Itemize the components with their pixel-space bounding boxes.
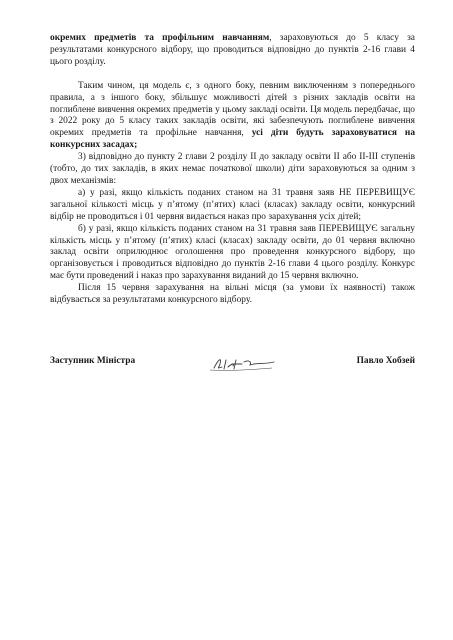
- paragraph-5: б) у разі, якщо кількість поданих станом на 31 травня заяв ПЕРЕВИЩУЄ загальну кількість місць у п’ятому (п’ятих) класі (класах) закладу освіти, до 01 червня включно заклад освіти оприлюднює оголошення про проведення конкурсного відбору, що організовується і проводиться відповідно до пунктів 2-16 глави 4 цього розділу. Конкурс має бути проведений і наказ про зарахування виданий до 15 червня включно.: [50, 223, 415, 282]
- paragraph-2-text: Таким чином, ця модель є, з одного боку, певним виключенням з попереднього правила, а з іншого боку, збільшує можливості дітей з різних закладів освіти на поглиблене вивчення окремих предметів у цьому закладі освіти. Ця модель передбачає, що з 2022 року до 5 класу таких закладів освіти, які забезпечують поглиблене вивчення окремих предметів та профільне навчання,: [50, 80, 415, 139]
- paragraph-4: а) у разі, якщо кількість поданих станом на 31 травня заяв НЕ ПЕРЕВИЩУЄ загальної кількості місць у п’ятому (п’ятих) класі (класах) закладу освіти, конкурсний відбір не проводиться і 01 червня видається наказ про зарахування усіх дітей;: [50, 187, 415, 222]
- paragraph-6: Після 15 червня зарахування на вільні місця (за умови їх наявності) також відбувається за результатами конкурсного відбору.: [50, 283, 415, 306]
- paragraph-2: [50, 81, 415, 152]
- document-body: [50, 33, 415, 307]
- bold-phrase-profile: окремих предметів та профільним навчанням: [50, 33, 270, 43]
- signatory-name: Павло Хобзей: [356, 356, 415, 366]
- paragraph-3: 3) відповідно до пункту 2 глави 2 розділу II до закладу освіти II або II-III ступенів (тобто, до тих закладів, в яких немає початкової школи) діти зараховуються за одним з двох механізмів:: [50, 152, 415, 186]
- paragraph-1: [50, 33, 415, 69]
- bold-phrase-competitive: усі діти будуть зараховуватися на конкурсних засадах;: [50, 128, 416, 151]
- signature-block: [50, 352, 415, 374]
- paragraph-1-text: , зараховуються до 5 класу за результатами конкурсного відбору, що проводиться відповідно до пунктів 2-16 глави 4 цього розділу.: [50, 33, 415, 67]
- signatory-title: Заступник Міністра: [50, 356, 136, 366]
- handwritten-signature: [208, 352, 278, 374]
